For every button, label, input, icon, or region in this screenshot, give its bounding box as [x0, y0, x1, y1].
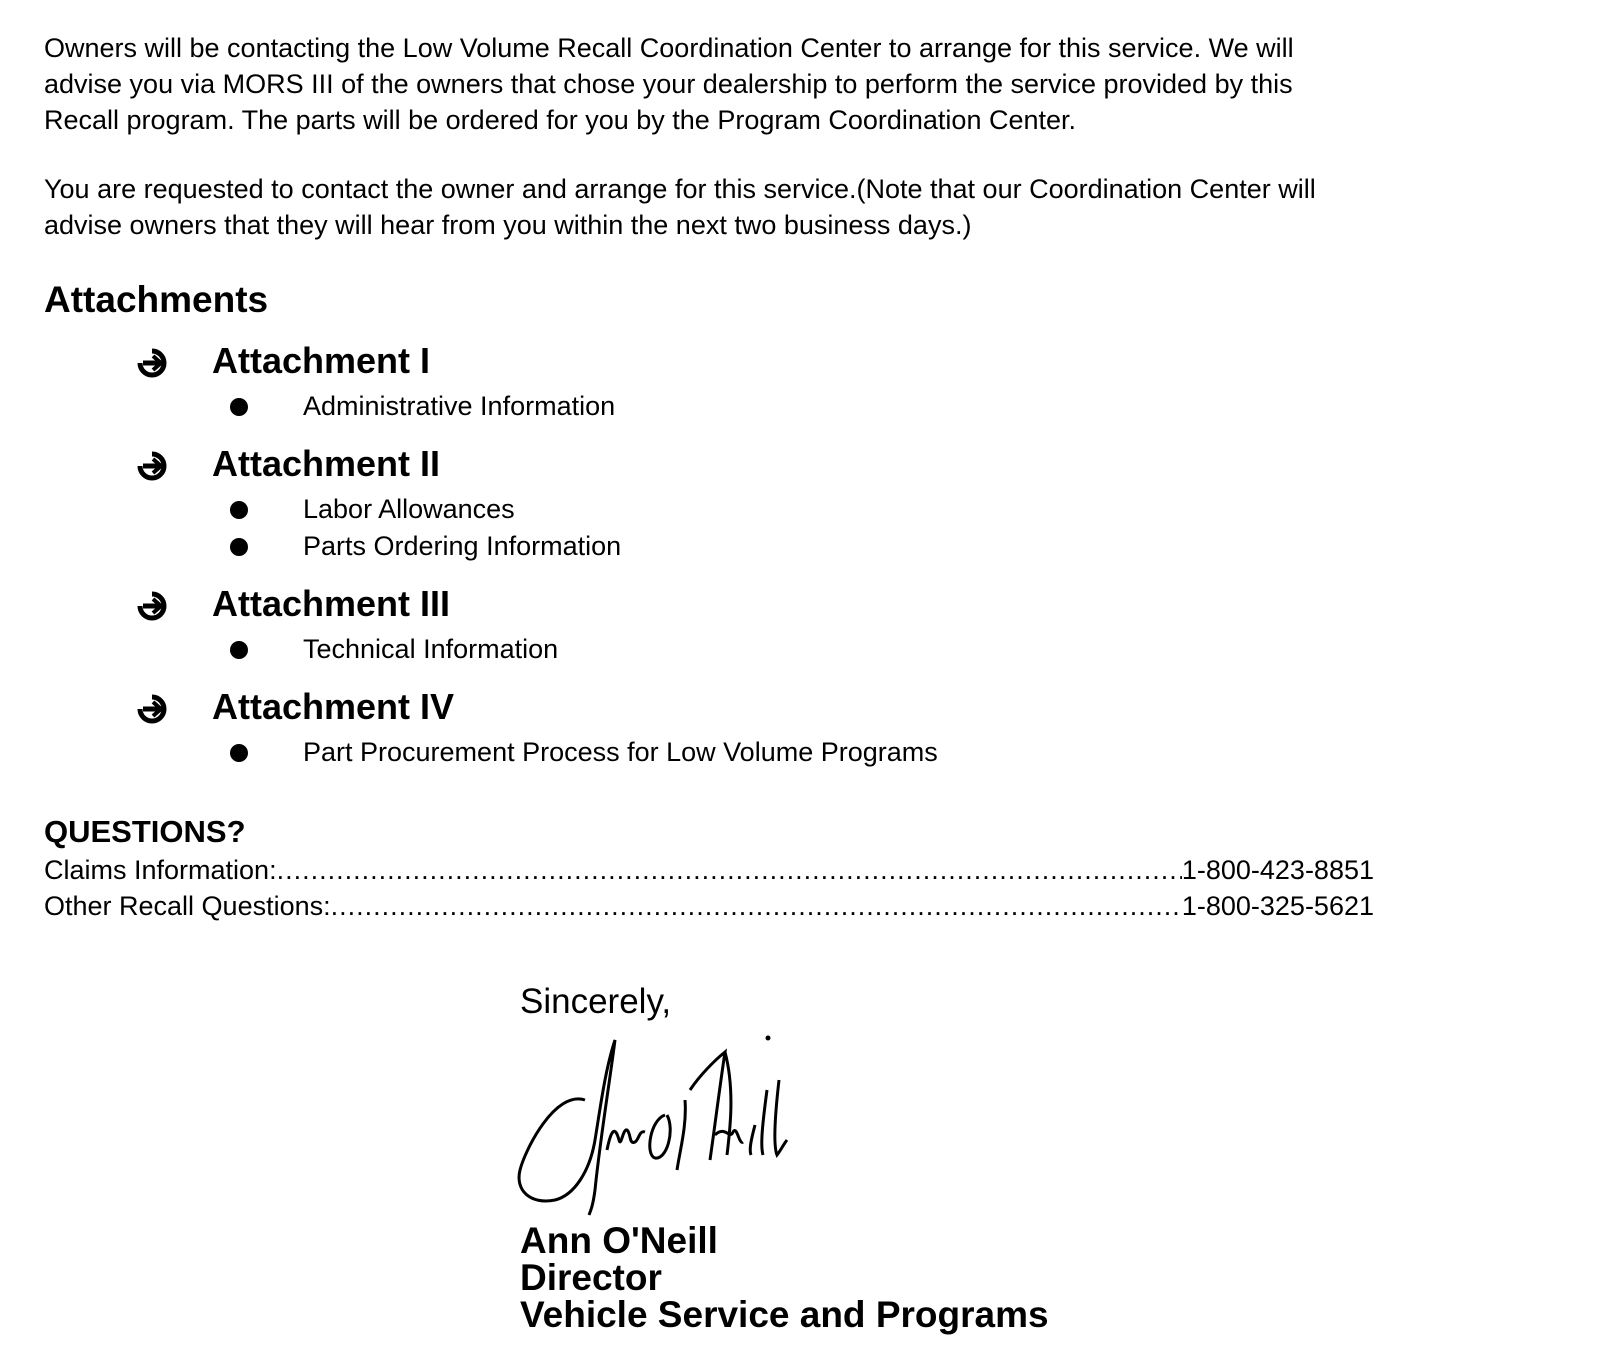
bullet-icon: [230, 744, 248, 762]
questions-row-label: Claims Information:: [44, 855, 277, 885]
questions-row-claims: [44, 852, 1374, 888]
attachment-title: Attachment II: [212, 443, 441, 484]
phone-number: 1-800-423-8851: [1181, 855, 1374, 885]
arrow-right-circle-icon: [137, 348, 167, 378]
attachment-title: Attachment I: [212, 340, 431, 381]
bullet-icon: [230, 641, 248, 659]
paragraph-line: Recall program. The parts will be ordered for you by the Program Coordination Center.: [44, 105, 1077, 135]
arrow-right-circle-icon: [137, 451, 167, 481]
attachment-group-1: [0, 336, 1600, 425]
paragraph-line: advise owners that they will hear from you within the next two business days.): [44, 210, 972, 240]
phone-number: 1-800-325-5621: [1181, 891, 1374, 921]
questions-row-label: Other Recall Questions:: [44, 891, 331, 921]
attachment-item-label: Part Procurement Process for Low Volume Programs: [303, 737, 938, 767]
attachment-title-row: [0, 336, 1600, 388]
paragraph-line: You are requested to contact the owner and arrange for this service.(Note that our Coordination Center will: [44, 174, 1316, 204]
attachment-title-row: [0, 682, 1600, 734]
attachment-item-label: Labor Allowances: [303, 494, 515, 524]
signature-image: [515, 1030, 815, 1220]
attachment-item-label: Parts Ordering Information: [303, 531, 622, 561]
attachment-title-row: [0, 439, 1600, 491]
dot-leader: [277, 852, 1182, 888]
attachment-item-label: Administrative Information: [303, 391, 616, 421]
paragraph-line: advise you via MORS III of the owners that chose your dealership to perform the service provided by this: [44, 69, 1293, 99]
attachment-title-row: [0, 579, 1600, 631]
signer-title: Director: [520, 1257, 662, 1298]
bullet-icon: [230, 538, 248, 556]
paragraph-line: Owners will be contacting the Low Volume Recall Coordination Center to arrange for this service. We will: [44, 33, 1294, 63]
questions-section: [44, 812, 1384, 924]
bullet-icon: [230, 398, 248, 416]
paragraph-contact-owner: [44, 171, 1544, 243]
arrow-right-circle-icon: [137, 591, 167, 621]
arrow-right-circle-icon: [137, 694, 167, 724]
attachment-group-2: [0, 439, 1600, 565]
attachment-group-3: [0, 579, 1600, 668]
paragraph-owners-contacting: [44, 30, 1544, 138]
attachments-list: [0, 336, 1600, 771]
attachment-item: [0, 631, 1600, 668]
attachment-group-4: [0, 682, 1600, 771]
attachment-title: Attachment IV: [212, 686, 455, 727]
attachment-item: [0, 491, 1600, 528]
questions-row-other-recall: [44, 888, 1374, 924]
questions-title: QUESTIONS?: [44, 814, 246, 849]
attachments-heading: Attachments: [44, 279, 269, 320]
attachment-item: [0, 388, 1600, 425]
attachment-item-label: Technical Information: [303, 634, 559, 664]
signer-block: [520, 1222, 1049, 1333]
attachment-title: Attachment III: [212, 583, 451, 624]
bullet-icon: [230, 501, 248, 519]
attachment-item: [0, 528, 1600, 565]
closing-salutation: Sincerely,: [520, 982, 672, 1021]
dot-leader: [331, 888, 1182, 924]
attachment-item: [0, 734, 1600, 771]
signer-name: Ann O'Neill: [520, 1220, 718, 1261]
signer-department: Vehicle Service and Programs: [520, 1294, 1049, 1335]
